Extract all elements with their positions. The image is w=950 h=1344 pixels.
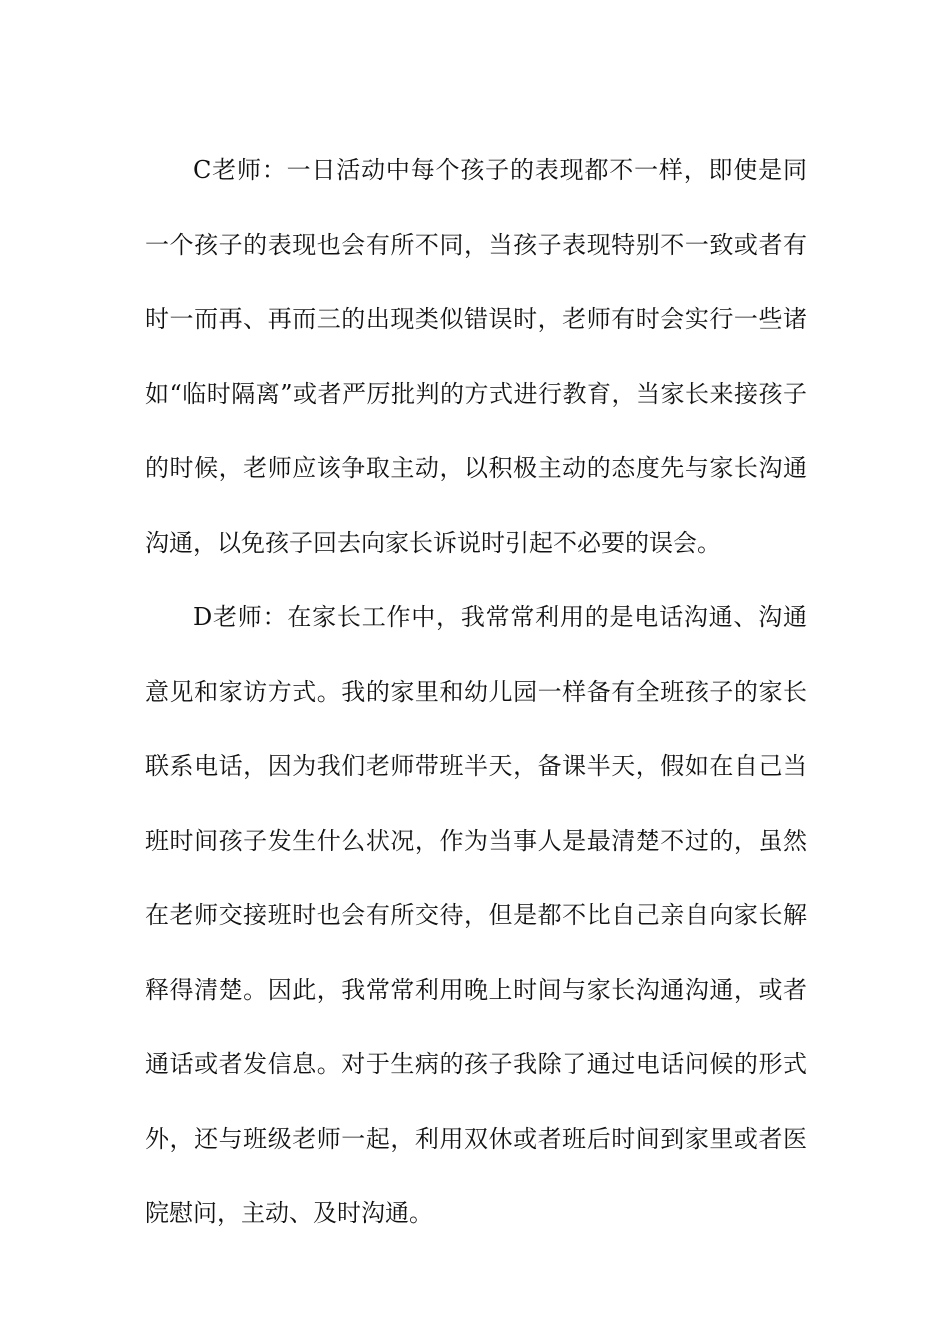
paragraph-teacher-d: D老师：在家长工作中，我常常利用的是电话沟通、沟通意见和家访方式。我的家里和幼儿园一样备有全班孩子的家长联系电话，因为我们老师带班半天，备课半天，假如在自己当班时间孩子发生什么状况，作为当事人是最清楚不过的，虽然在老师交接班时也会有所交待，但是都不比自己亲自向家长解释得清楚。因此，我常常利用晚上时间与家长沟通沟通，或者通话或者发信息。对于生病的孩子我除了通过电话问候的形式外，还与班级老师一起，利用双休或者班后时间到家里或者医院慰问，主动、及时沟通。 (145, 603, 807, 1227)
document-body (145, 133, 807, 1251)
paragraph-teacher-c: C老师：一日活动中每个孩子的表现都不一样，即使是同一个孩子的表现也会有所不同，当孩子表现特别不一致或者有时一而再、再而三的出现类似错误时，老师有时会实行一些诸如“临时隔离”或者严厉批判的方式进行教育，当家长来接孩子的时候，老师应该争取主动，以积极主动的态度先与家长沟通沟通，以免孩子回去向家长诉说时引起不必要的误会。 (145, 156, 807, 557)
